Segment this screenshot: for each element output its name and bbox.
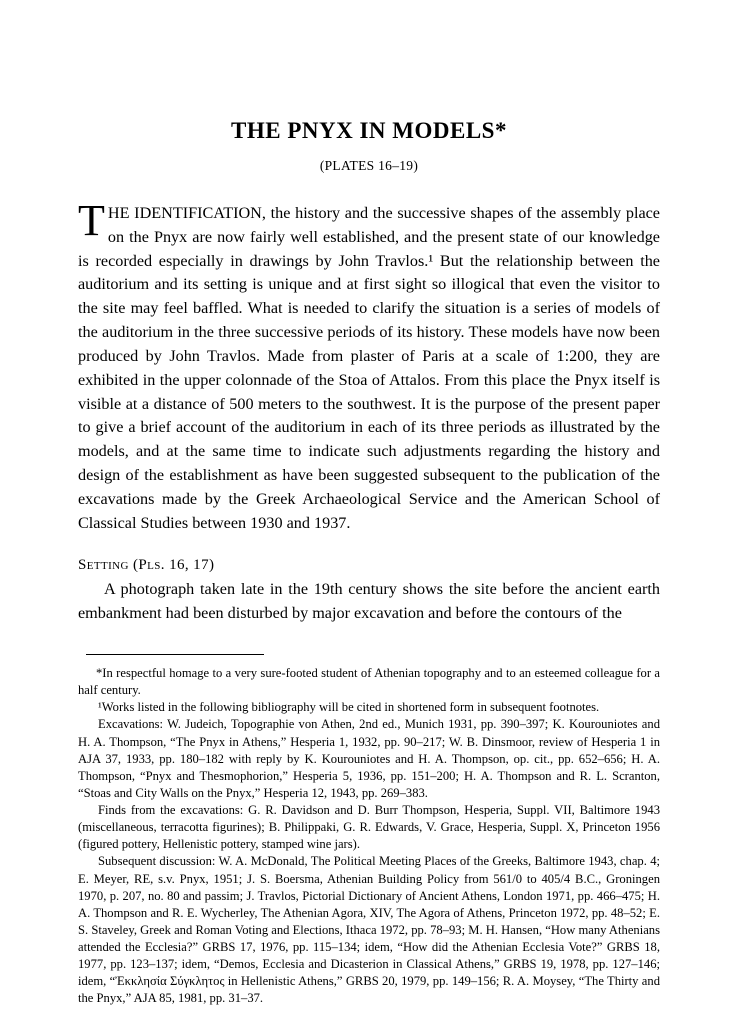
footnote-1-intro: ¹Works listed in the following bibliography will be cited in shortened form in subsequent footnotes. xyxy=(98,700,600,715)
opening-paragraph-block xyxy=(78,196,660,535)
footnote-divider xyxy=(86,654,264,655)
plates-reference: (PLATES 16–19) xyxy=(319,158,419,173)
footnote-excavations: Excavations: W. Judeich, Topographie von Athen, 2nd ed., Munich 1931, pp. 390–397; K. Kourouniotes and H. A. Thompson, “The Pnyx in Athens,” Hesperia 1, 1932, pp. 90–217; W. B. Dinsmoor, review of Hesperia 1 in AJA 37, 1933, pp. 180–182 with reply by K. Kourouniotes and H. A. Thompson, op. cit., pp. 652–656; H. A. Thompson, “Pnyx and Thesmophorion,” Hesperia 5, 1936, pp. 151–200; H. A. Thompson and R. L. Scranton, “Stoas and City Walls on the Pnyx,” Hesperia 12, 1943, pp. 269–383. xyxy=(78,717,660,800)
section-heading: Setting (Pls. 16, 17) xyxy=(78,557,215,574)
footnote-star: *In respectful homage to a very sure-footed student of Athenian topography and to an esteemed colleague for a half century. xyxy=(78,666,660,698)
footnote-subsequent: Subsequent discussion: W. A. McDonald, The Political Meeting Places of the Greeks, Baltimore 1943, chap. 4; E. Meyer, RE, s.v. Pnyx, 1951; J. S. Boersma, Athenian Building Policy from 561/0 to 405/4 B.C., Groningen 1970, p. 207, no. 80 and passim; J. Travlos, Pictorial Dictionary of Ancient Athens, London 1971, pp. 466–475; H. A. Thompson and R. E. Wycherley, The Athenian Agora, XIV, The Agora of Athens, Princeton 1972, pp. 48–52; E. S. Staveley, Greek and Roman Voting and Elections, Ithaca 1972, pp. 78–93; M. H. Hansen, “How many Athenians attended the Ecclesia?” GRBS 17, 1976, pp. 115–134; idem, “How did the Athenian Ecclesia Vote?” GRBS 18, 1977, pp. 123–137; idem, “Demos, Ecclesia and Dicasterion in Classical Athens,” GRBS 19, 1978, pp. 127–146; idem, “Ἐκκλησία Σύγκλητος in Hellenistic Athens,” GRBS 20, 1979, pp. 149–156; R. A. Moysey, “The Thirty and the Pnyx,” AJA 85, 1981, pp. 31–37. xyxy=(78,854,660,1006)
section-paragraph: A photograph taken late in the 19th century shows the site before the ancient earth embankment had been disturbed by major excavation and before the contours of the xyxy=(78,580,660,623)
page-title: THE PNYX IN MODELS* xyxy=(231,118,507,143)
drop-cap: T xyxy=(78,196,105,245)
opening-paragraph: HE IDENTIFICATION, the history and the successive shapes of the assembly place on the Pnyx are now fairly well established, and the present state of our knowledge is recorded especially in drawings by John Travlos.¹ But the relationship between the auditorium and its setting is unique and at first sight so illogical that even the visitor to the site may feel baffled. What is needed to clarify the situation is a series of models of the auditorium in the three successive periods of its history. These models have now been produced by John Travlos. Made from plaster of Paris at a scale of 1:200, they are exhibited in the upper colonnade of the Stoa of Attalos. From this place the Pnyx itself is visible at a distance of 500 meters to the southwest. It is the purpose of the present paper to give a brief account of the auditorium in each of its three periods as illustrated by the models, and at the same time to indicate such adjustments regarding the history and design of the establishment as have been suggested subsequent to the publication of the excavations made by the Greek Archaeological Service and the American School of Classical Studies between 1930 and 1937. xyxy=(78,204,660,532)
footnote-finds: Finds from the excavations: G. R. Davidson and D. Burr Thompson, Hesperia, Suppl. VII, Baltimore 1943 (miscellaneous, terracotta figurines); B. Philippaki, G. R. Edwards, V. Grace, Hesperia, Suppl. X, Princeton 1956 (figured pottery, Hellenistic pottery, stamped wine jars). xyxy=(78,803,660,852)
article-body xyxy=(78,118,660,1008)
footnotes xyxy=(78,665,660,1008)
